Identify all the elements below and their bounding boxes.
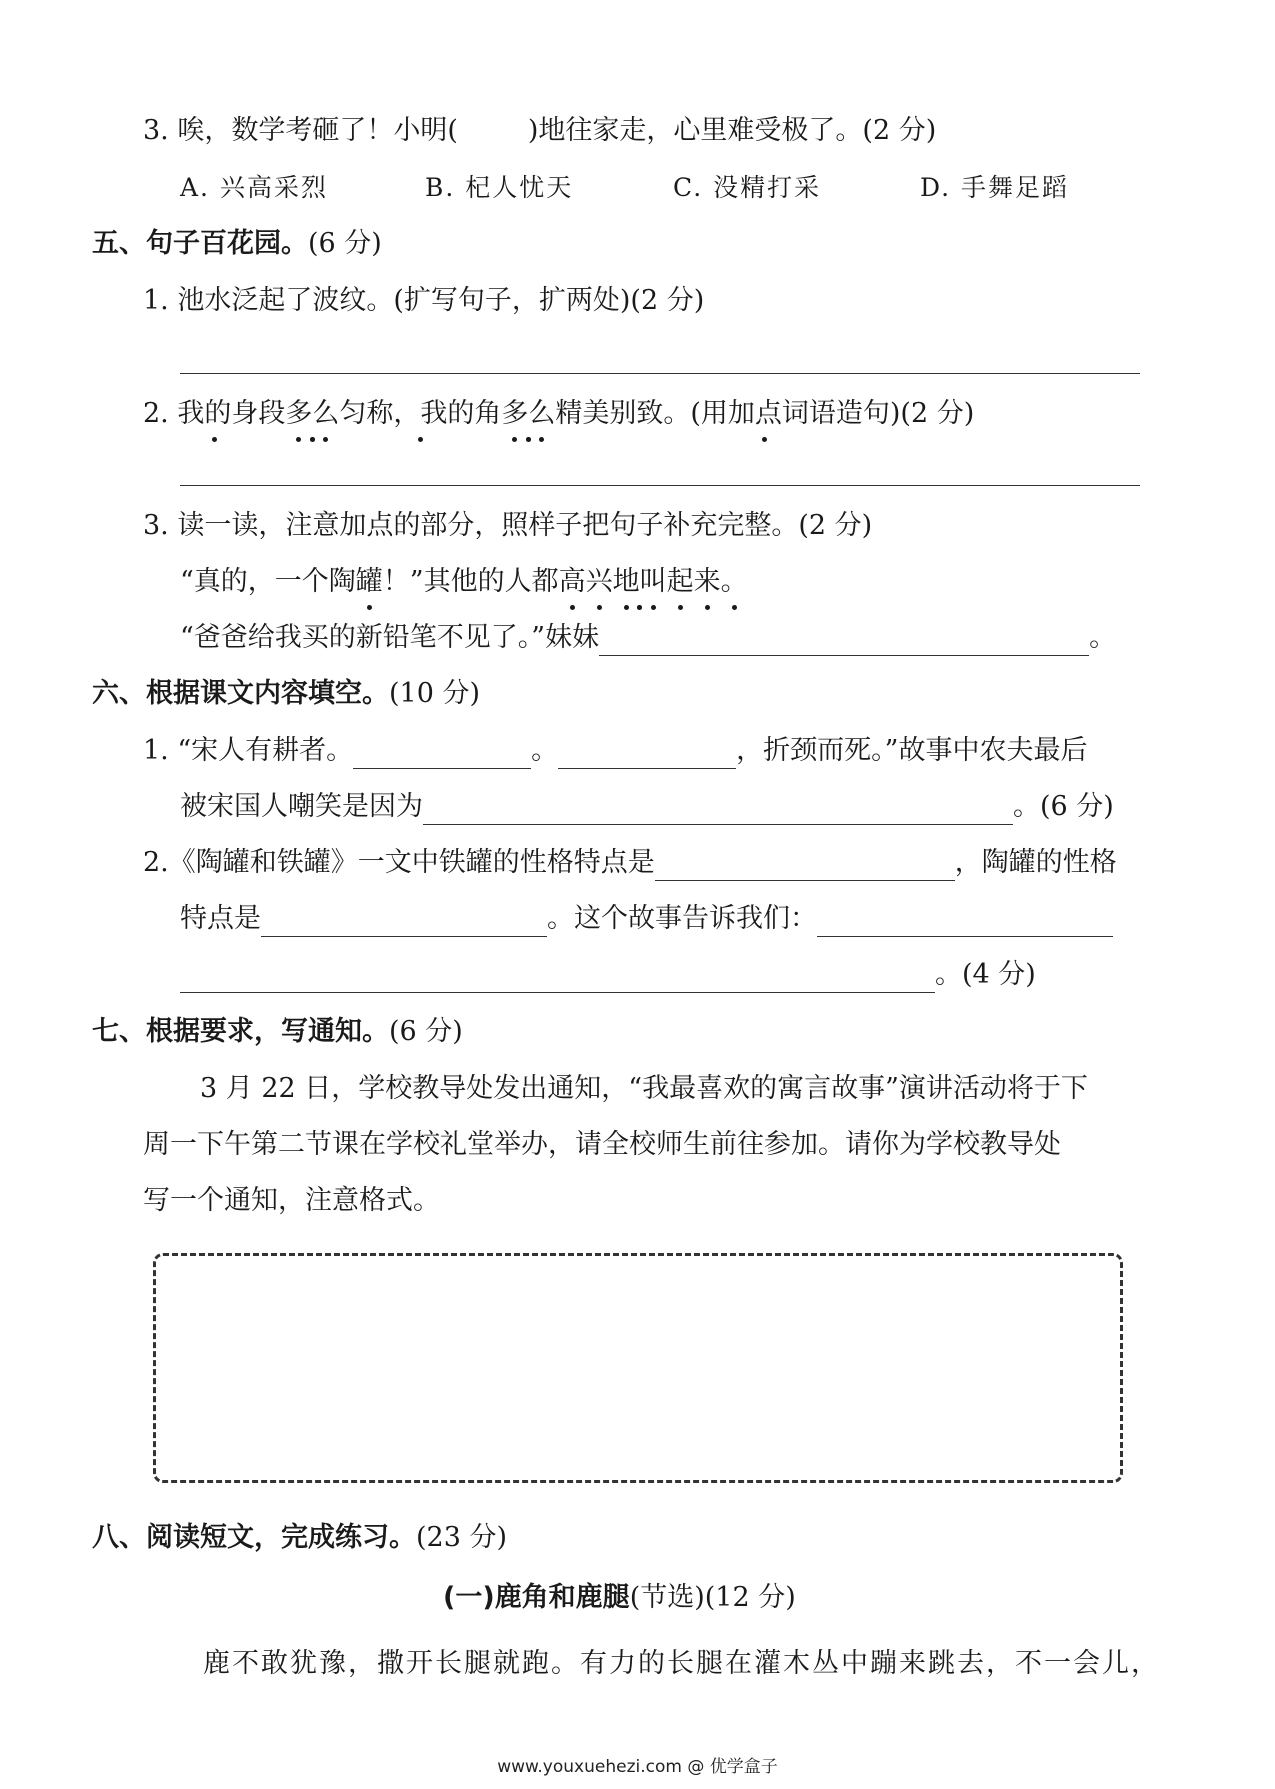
footer-watermark: www.youxuehezi.com @ 优学盒子 — [497, 1757, 778, 1777]
s6-q1-line1: 1. “宋人有耕者。 。 ，折颈而死。”故事中农夫最后 — [143, 733, 1087, 769]
section-6-score: (10 分) — [389, 678, 481, 709]
q4-3-option-d: D. 手舞足蹈 — [920, 173, 1070, 202]
s8-subtitle: (一)鹿角和鹿腿(节选)(12 分) — [443, 1582, 796, 1613]
s5-q1: 1. 池水泛起了波纹。(扩写句子，扩两处)(2 分) — [143, 285, 705, 316]
q4-3-option-a: A. 兴高采烈 — [180, 173, 328, 202]
s6-q1-line2: 被宋国人嘲笑是因为 。(6 分) — [180, 789, 1114, 825]
s5-q2-answer-line[interactable] — [180, 485, 1140, 486]
s6-q2-line3: 。(4 分) — [180, 957, 1036, 993]
section-7-score: (6 分) — [389, 1016, 463, 1047]
s5-q3: 3. 读一读，注意加点的部分，照样子把句子补充完整。(2 分) — [143, 510, 873, 541]
s6-q1-blank-3[interactable] — [423, 796, 1013, 825]
section-5-score: (6 分) — [308, 228, 382, 259]
s5-q3-fill: “爸爸给我买的新铅笔不见了。”妹妹 。 — [180, 620, 1116, 656]
section-6-heading — [92, 676, 480, 712]
s8-passage-line: 鹿不敢犹豫，撒开长腿就跑。有力的长腿在灌木丛中蹦来跳去，不一会儿， — [203, 1648, 1160, 1679]
s5-q2-dotted-word-1: 多么 — [285, 396, 339, 432]
section-7-title: 七、根据要求，写通知。 — [92, 1016, 389, 1047]
s6-q2-blank-3[interactable] — [817, 908, 1113, 937]
s5-q3-dotted-phrase: 高兴地叫起来 — [559, 564, 721, 600]
s7-paragraph-line-2: 周一下午第二节课在学校礼堂举办，请全校师生前往参加。请你为学校教导处 — [143, 1129, 1061, 1160]
section-8-heading — [92, 1520, 507, 1556]
s6-q2-blank-4[interactable] — [180, 964, 935, 993]
q4-3-stem: 3. 唉，数学考砸了！小明( )地往家走，心里难受极了。(2 分) — [143, 115, 937, 146]
s5-q3-blank[interactable] — [599, 627, 1089, 656]
s7-paragraph-line-3: 写一个通知，注意格式。 — [143, 1185, 440, 1216]
section-7-heading — [92, 1014, 463, 1050]
s5-q2: 2. 我的身段多么匀称，我的角多么精美别致。(用加点词语造句)(2 分) — [143, 396, 974, 432]
s5-q1-answer-line[interactable] — [180, 373, 1140, 374]
section-8-title: 八、阅读短文，完成练习。 — [92, 1522, 416, 1553]
s5-q2-dotted-word-2: 多么 — [501, 396, 555, 432]
s5-q3-example: “真的，一个陶罐！”其他的人都高兴地叫起来。 — [180, 564, 748, 600]
notice-writing-box[interactable] — [153, 1253, 1123, 1483]
section-5-title: 五、句子百花园。 — [92, 228, 308, 259]
s6-q1-blank-2[interactable] — [558, 740, 736, 769]
section-6-title: 六、根据课文内容填空。 — [92, 678, 389, 709]
q4-3-option-b: B. 杞人忧天 — [425, 173, 574, 202]
s6-q2-blank-2[interactable] — [261, 908, 547, 937]
s6-q2-line1: 2.《陶罐和铁罐》一文中铁罐的性格特点是 ，陶罐的性格 — [143, 845, 1117, 881]
s6-q2-blank-1[interactable] — [655, 852, 955, 881]
section-5-heading — [92, 226, 382, 262]
s7-paragraph-line-1: 3 月 22 日，学校教导处发出通知，“我最喜欢的寓言故事”演讲活动将于下 — [200, 1073, 1088, 1104]
section-8-score: (23 分) — [416, 1522, 508, 1553]
s6-q1-blank-1[interactable] — [353, 740, 531, 769]
s6-q2-line2: 特点是 。这个故事告诉我们： — [180, 901, 1113, 937]
q4-3-option-c: C. 没精打采 — [673, 173, 822, 202]
